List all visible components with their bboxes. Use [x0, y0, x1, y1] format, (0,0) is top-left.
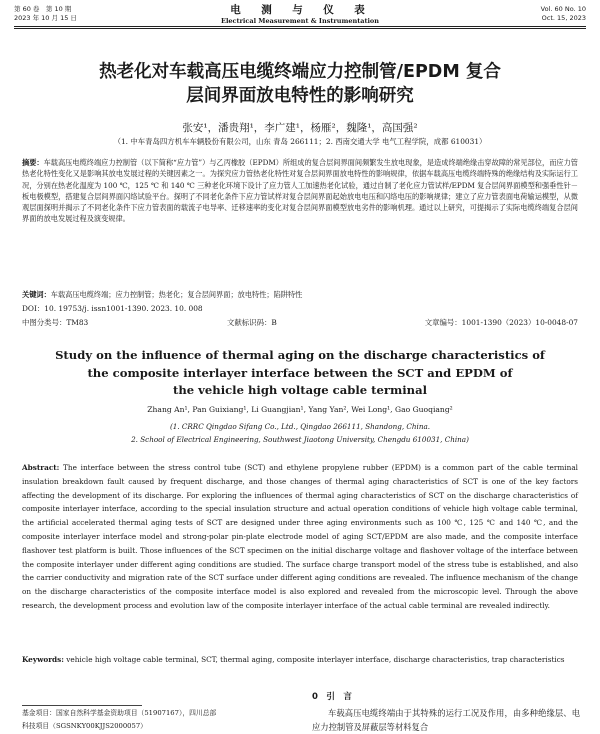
footnote-rule	[22, 705, 142, 706]
header-volume-en: Vol. 60 No. 10	[540, 5, 586, 13]
header-rule	[14, 26, 586, 27]
title-cn-line-2: 层间界面放电特性的影响研究	[186, 86, 414, 106]
affiliation-en	[60, 420, 540, 446]
title-en-line-3: the vehicle high voltage cable terminal	[172, 383, 428, 397]
abstract-en-text: The interface between the stress control tube (SCT) and ethylene propylene rubber (EPDM) is a common part of the cable terminal insulation breakdown fault caused by frequent discharge, and those changes of thermal aging characteristics of SCT is one of the key factors affecting the development of its discharge. For exploring the influences of thermal aging characteristics of SCT on the discharge characteristics of composite interlayer interface, according to the special insulation structure and actual operation conditions of vehicle high voltage cable terminal, the artificial accelerated thermal aging tests of SCT are designed under three aging environments such as 100 ℃, 125 ℃ and 140 ℃, and the composite interlayer interface model and strong-polar pin-plate electrode model of aging SCT/EPDM are also made, and the composite interface flashover test platform is built. Those influences of the SCT specimen on the initial discharge voltage and flashover voltage of the interface between the composite interlayer under different aging conditions are studied. The surface charge transport model of the stress tube is established, and also the carrier conductivity and migration rate of the SCT surface under different aging conditions are revealed. The influence mechanism of the change on the discharge characteristics of the composite interface model is also explored and revealed from the microscopic level. Through the above research, the development process and evolution law of the composite interlayer interface of the actual cable terminal are revealed indirectly.	[22, 463, 579, 610]
title-cn	[30, 60, 570, 108]
abstract-cn-text: 车载高压电缆终端应力控制管（以下简称“应力管”）与乙丙橡胶（EPDM）所组成的复合层间界面间频繁发生放电现象，是造成终端绝缘击穿故障的常见部位，而应力管热老化特性变化又是影响其放电发展过程的关键因素之一。为探究应力管热老化特性对复合层间界面放电特性的影响规律，依据车载高压电缆终端特殊的绝缘结构及实际运行工况，分别在热老化温度为 100 ℃，125 ℃ 和 140 ℃ 三种老化环境下设计了应力管人工加速热老化试验，通过自制了老化应力管试样/EPDM 复合层间界面模型和强垂性针－板电极模型，搭建复合层间界面闪络试验平台。探明了不同老化条件下应力管试样对复合层间界面起始放电电压和闪络电压的影响规律；建立了应力管表面电荷输运模型，从微观层面探明并揭示了不同老化条件下应力管表面的载流子电导率、迁移速率的变化对复合层间界面模型放电劣件的影响机理。通过以上研究，可提揭示了实际电缆终端复合层间界面的放电发展过程及演变规律。	[22, 158, 578, 224]
title-en	[40, 347, 560, 400]
journal-name-en: Electrical Measurement & Instrumentation	[220, 17, 379, 25]
header-journal	[150, 4, 450, 26]
section-heading-introduction: 0 引 言	[312, 692, 352, 702]
abstract-cn-label: 摘要：	[22, 158, 44, 167]
header-volume-issue	[14, 5, 134, 23]
keywords-cn	[22, 290, 578, 300]
header-date-cn: 2023 年 10 月 15 日	[14, 14, 77, 22]
funding-footnote	[22, 707, 290, 733]
authors-en: Zhang An¹, Pan Guixiang¹, Li Guangjian¹, Yang Yan², Wei Long¹, Gao Guoqiang²	[147, 405, 453, 414]
header-volume-en-block	[466, 5, 586, 23]
affiliation-en-2: 2. School of Electrical Engineering, Southwest Jiaotong University, Chengdu 610031, China)	[131, 435, 469, 444]
abstract-en	[22, 461, 578, 613]
introduction-text: 车载高压电缆终端由于其特殊的运行工况及作用，由多种绝缘层、电应力控制管及屏蔽层等材料复合	[312, 708, 580, 732]
affiliation-cn: （1. 中车青岛四方机车车辆股份有限公司，山东 青岛 266111；2. 西南交通大学 电气工程学院，成都 610031）	[113, 137, 487, 146]
clc-number: 中图分类号：TM83	[22, 318, 89, 327]
document-code: 文献标识码：B	[227, 318, 277, 327]
doi: DOI：10. 19753/j. issn1001-1390. 2023. 10. 008	[22, 304, 203, 313]
keywords-cn-text: 车载高压电缆终端；应力控制管；热老化；复合层间界面；放电特性；陷阱特性	[50, 290, 303, 299]
header-date-en: Oct. 15, 2023	[541, 14, 586, 22]
abstract-en-label: Abstract:	[22, 463, 60, 472]
keywords-en-text: vehicle high voltage cable terminal, SCT, thermal aging, composite interlayer interface, discharge characteristics, trap characteristics	[66, 655, 565, 664]
abstract-cn	[22, 157, 578, 225]
title-cn-line-1: 热老化对车载高压电缆终端应力控制管/EPDM 复合	[99, 62, 501, 82]
funding-line-1: 基金项目：国家自然科学基金资助项目（51907167），四川总部	[22, 709, 217, 717]
title-en-line-2: the composite interlayer interface between the SCT and EPDM of	[87, 365, 513, 380]
header-volume-cn: 第 60 卷 第 10 期	[14, 5, 72, 13]
article-number: 文章编号：1001-1390（2023）10-0048-07	[424, 318, 578, 327]
title-en-line-1: Study on the influence of thermal aging on the discharge characteristics of	[55, 348, 545, 362]
affiliation-en-1: (1. CRRC Qingdao Sifang Co., Ltd., Qingdao 266111, Shandong, China.	[169, 422, 431, 431]
keywords-cn-label: 关键词：	[22, 290, 51, 299]
keywords-en	[22, 654, 578, 667]
keywords-en-label: Keywords:	[22, 655, 64, 664]
header-rule-thin	[14, 28, 586, 29]
journal-name-cn: 电 测 与 仪 表	[230, 4, 370, 16]
funding-line-2: 科技项目（SGSNKY00KJJS2000057）	[22, 722, 147, 730]
authors-cn: 张安¹，潘贵翔¹，李广建¹，杨雁²，魏隆¹，高国强²	[182, 122, 418, 134]
